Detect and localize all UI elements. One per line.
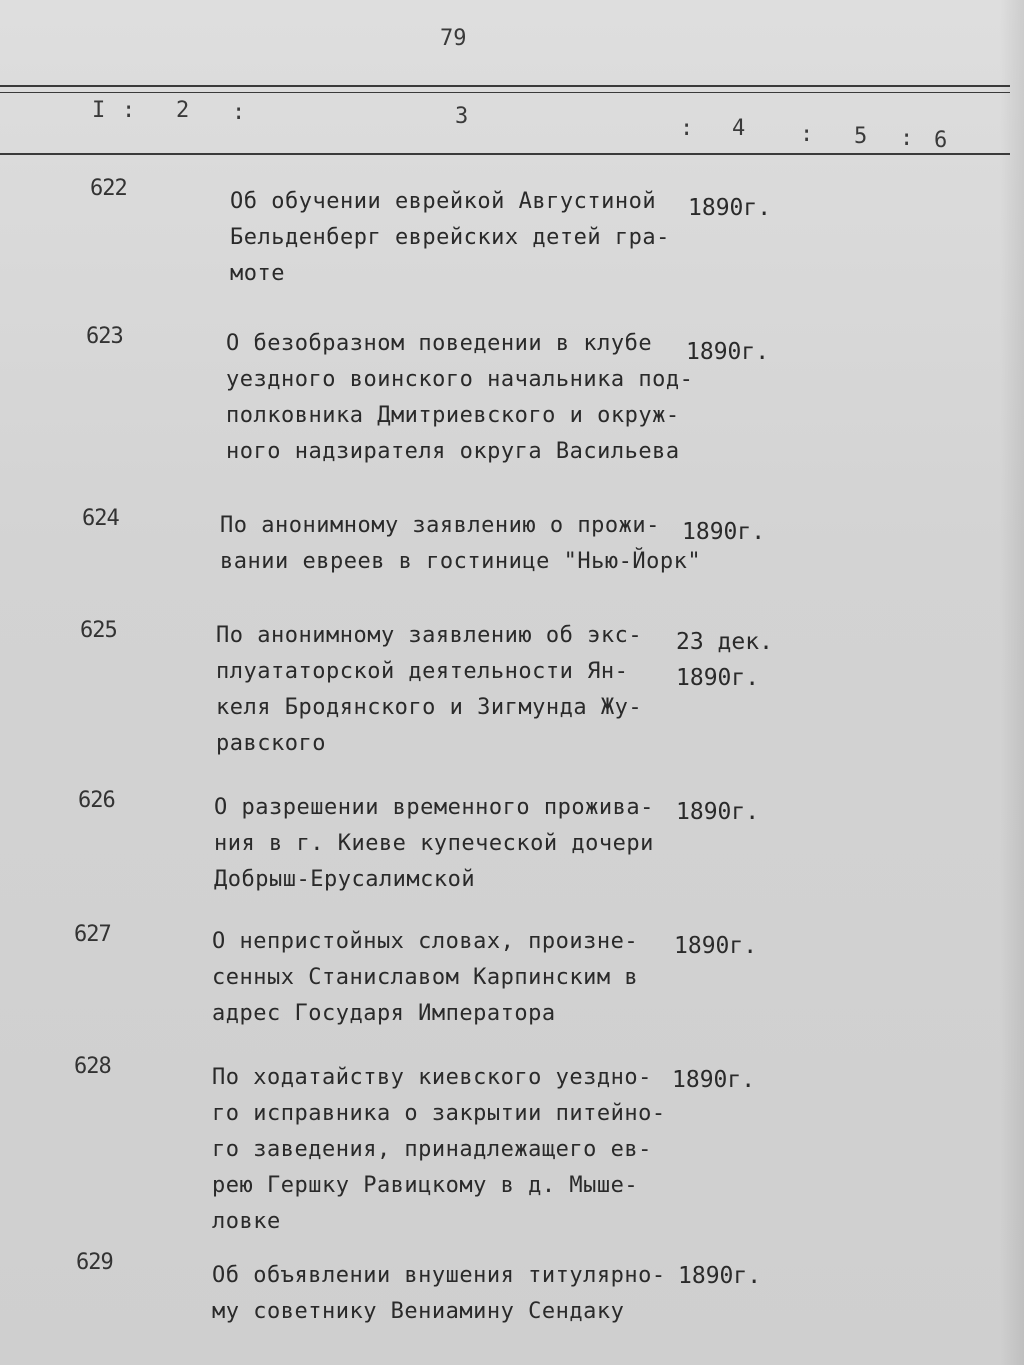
entry-date-line: 1890г. (672, 1067, 756, 1093)
page-edge-shadow (1000, 0, 1024, 1365)
entry-number: 622 (90, 176, 127, 201)
entry-date-line: 23 дек. (676, 629, 773, 655)
entry-line: Добрыш-Ерусалимской (214, 867, 476, 892)
column-header-1: I (92, 98, 106, 123)
entry-line: ния в г. Киеве купеческой дочери (214, 831, 654, 856)
entry-number: 628 (74, 1054, 111, 1079)
page-number: 79 (440, 26, 467, 51)
column-header-5: 5 (854, 124, 868, 149)
entry-number: 625 (80, 618, 117, 643)
entry-line: равского (216, 731, 326, 756)
entry-date (676, 624, 773, 696)
entry-line: уездного воинского начальника под- (226, 367, 694, 392)
entry-date (678, 1258, 761, 1294)
entry-line: вании евреев в гостинице "Нью-Йорк" (220, 549, 702, 574)
entry-line: О непристойных словах, произне- (212, 929, 639, 954)
entry-description (230, 184, 670, 292)
column-separator: : (800, 122, 814, 147)
entry-line: моте (230, 261, 285, 286)
entry-date (674, 928, 757, 964)
entry-line: му советнику Вениамину Сендаку (212, 1299, 625, 1324)
entry-line: ного надзирателя округа Васильева (226, 439, 680, 464)
column-separator: : (232, 100, 246, 125)
entry-description (212, 1060, 666, 1240)
entry-line: О безобразном поведении в клубе (226, 331, 653, 356)
entry-line: плуататорской деятельности Ян- (216, 659, 629, 684)
entry-line: адрес Государя Императора (212, 1001, 556, 1026)
entry-line: По анонимному заявлению об экс- (216, 623, 643, 648)
entry-date (672, 1062, 755, 1098)
header-rule-bottom (0, 153, 1010, 155)
entry-line: Об обучении еврейкой Августиной (230, 189, 657, 214)
entry-date-line: 1890г. (676, 665, 760, 691)
entry-date (676, 794, 759, 830)
entry-description (226, 326, 693, 470)
header-rule-top (0, 85, 1010, 87)
column-separator: : (122, 98, 136, 123)
entry-number: 624 (82, 506, 119, 531)
entry-date (682, 514, 765, 550)
entry-date-line: 1890г. (686, 339, 770, 365)
column-header-6: 6 (934, 128, 948, 153)
entry-number: 623 (86, 324, 123, 349)
column-separator: : (900, 126, 914, 151)
entry-number: 627 (74, 922, 111, 947)
entry-line: рею Гершку Равицкому в д. Мыше- (212, 1173, 639, 1198)
entry-date-line: 1890г. (676, 799, 760, 825)
entry-description (220, 508, 701, 580)
entry-date-line: 1890г. (678, 1263, 762, 1289)
entry-line: келя Бродянского и Зигмунда Жу- (216, 695, 643, 720)
entry-date-line: 1890г. (674, 933, 758, 959)
entry-line: сенных Станиславом Карпинским в (212, 965, 639, 990)
column-header-2: 2 (176, 98, 190, 123)
entry-line: Об объявлении внушения титулярно- (212, 1263, 666, 1288)
entry-line: го исправника о закрытии питейно- (212, 1101, 666, 1126)
entry-description (214, 790, 654, 898)
entry-date-line: 1890г. (688, 195, 772, 221)
entry-number: 626 (78, 788, 115, 813)
entry-description (212, 1258, 666, 1330)
column-header-4: 4 (732, 116, 746, 141)
column-header-3: 3 (455, 104, 469, 129)
entry-line: го заведения, принадлежащего ев- (212, 1137, 652, 1162)
entry-description (216, 618, 642, 762)
entry-description (212, 924, 638, 1032)
entry-line: Бельденберг еврейских детей гра- (230, 225, 670, 250)
entry-line: По ходатайству киевского уездно- (212, 1065, 652, 1090)
entry-number: 629 (76, 1250, 113, 1275)
entry-line: полковника Дмитриевского и окруж- (226, 403, 680, 428)
header-rule-top-thin (0, 92, 1010, 93)
entry-date-line: 1890г. (682, 519, 766, 545)
entry-date (688, 190, 771, 226)
column-separator: : (680, 116, 694, 141)
entry-date (686, 334, 769, 370)
entry-line: По анонимному заявлению о прожи- (220, 513, 660, 538)
entry-line: О разрешении временного прожива- (214, 795, 654, 820)
entry-line: ловке (212, 1209, 281, 1234)
